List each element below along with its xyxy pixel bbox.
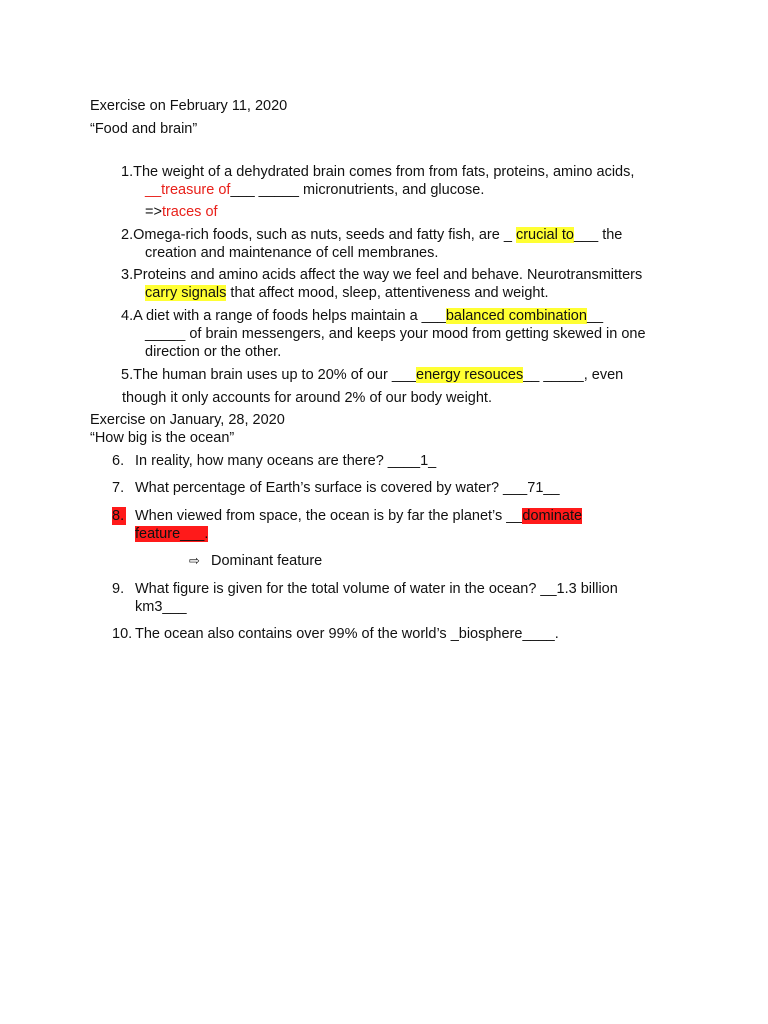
item-8-line2 [135, 525, 208, 543]
item-text: __ _____, even [523, 367, 624, 383]
item-text: What figure is given for the total volume of water in the ocean? __1.3 billion [135, 581, 618, 597]
item-text: that affect mood, sleep, attentiveness and weight. [226, 285, 549, 301]
arrow-right-icon: ⇨ [189, 553, 200, 568]
section1-heading: Exercise on February 11, 2020 [90, 98, 288, 114]
highlighted-answer: balanced combination [445, 308, 587, 324]
item-text: __ [586, 308, 604, 324]
note-answer: traces of [161, 204, 218, 220]
item-1-line1 [121, 163, 634, 181]
item-7 [112, 479, 560, 497]
item-text: A diet with a range of foods helps maintain a ___ [133, 308, 446, 324]
item-text: The weight of a dehydrated brain comes from from fats, proteins, amino acids, [133, 164, 635, 180]
item-2-line2: creation and maintenance of cell membranes. [145, 245, 439, 261]
item-number: 3. [121, 267, 134, 283]
item-number: 9. [112, 581, 125, 597]
item-9-line1 [112, 580, 618, 598]
item-text: ___ the [573, 227, 623, 243]
item-5-line2: though it only accounts for around 2% of our body weight. [122, 390, 492, 406]
item-text: The ocean also contains over 99% of the world’s _biosphere____. [135, 626, 559, 642]
answer-text: __treasure of [145, 182, 231, 198]
highlighted-answer: carry signals [145, 285, 227, 301]
item-number: 6. [112, 453, 125, 469]
item-4-line3: direction or the other. [145, 344, 282, 360]
item-9-line2: km3___ [135, 599, 187, 615]
item-2-line1 [121, 226, 622, 244]
item-8-note [189, 552, 322, 570]
item-text: The human brain uses up to 20% of our ___ [133, 367, 417, 383]
note-prefix: => [145, 204, 162, 220]
section1-title: “Food and brain” [90, 121, 198, 137]
item-4-line2: _____ of brain messengers, and keeps your mood from getting skewed in one [145, 326, 646, 342]
item-number: 1. [121, 164, 134, 180]
item-number: 10. [112, 626, 133, 642]
highlighted-answer: feature___. [135, 526, 209, 542]
highlighted-answer: dominate [522, 508, 583, 524]
item-number: 8. [112, 508, 125, 524]
item-number: 5. [121, 367, 134, 383]
item-8-line1 [112, 507, 582, 525]
item-6 [112, 452, 436, 470]
section2-title: “How big is the ocean” [90, 430, 235, 446]
item-1-line2 [145, 181, 484, 199]
item-5-line1 [121, 366, 623, 384]
note-text: Dominant feature [211, 553, 323, 569]
item-text: Omega-rich foods, such as nuts, seeds and fatty fish, are _ [133, 227, 516, 243]
item-10 [112, 625, 559, 643]
item-text: When viewed from space, the ocean is by far the planet’s __ [135, 508, 523, 524]
item-number: 7. [112, 480, 125, 496]
item-text: In reality, how many oceans are there? ____1_ [135, 453, 437, 469]
item-1-note [145, 203, 218, 221]
item-text: Proteins and amino acids affect the way we feel and behave. Neurotransmitters [133, 267, 643, 283]
item-number: 2. [121, 227, 134, 243]
item-number: 4. [121, 308, 134, 324]
item-3-line1 [121, 266, 642, 284]
item-text: What percentage of Earth’s surface is covered by water? ___71__ [135, 480, 560, 496]
highlighted-answer: energy resouces [416, 367, 524, 383]
item-3-line2 [145, 284, 549, 302]
item-text: ___ _____ micronutrients, and glucose. [230, 182, 485, 198]
item-4-line1 [121, 307, 603, 325]
section2-heading: Exercise on January, 28, 2020 [90, 412, 285, 428]
highlighted-answer: crucial to [515, 227, 574, 243]
